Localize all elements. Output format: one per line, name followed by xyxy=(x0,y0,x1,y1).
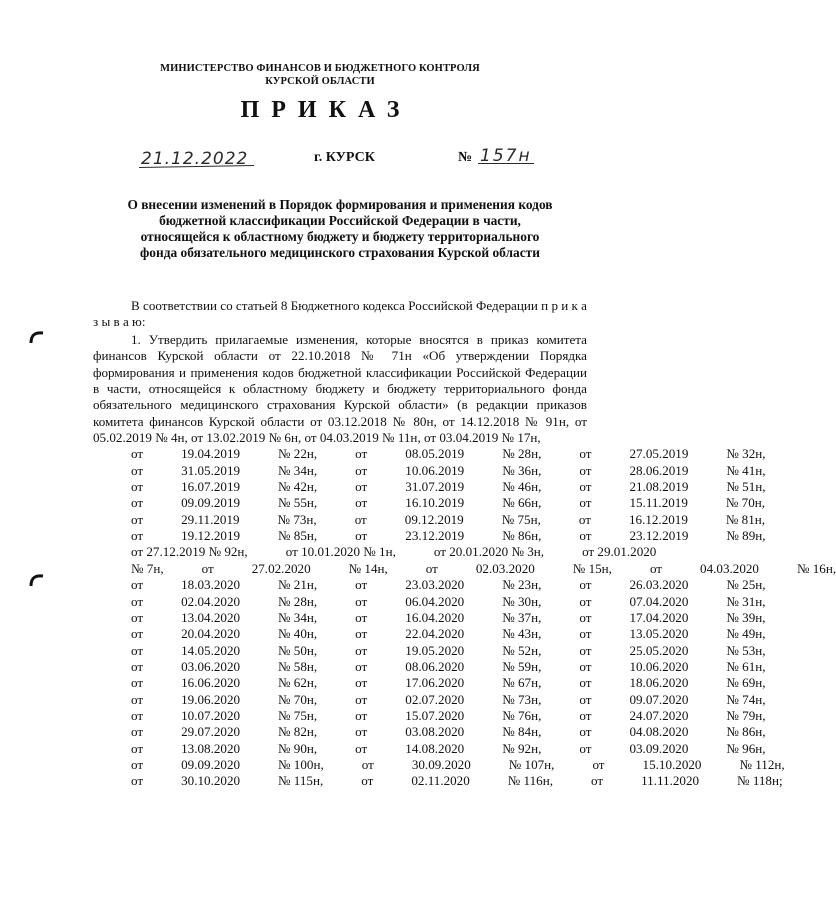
amendment-cell: от xyxy=(355,658,368,674)
amendment-cell: 23.03.2020 xyxy=(405,577,465,593)
amendment-cell: от xyxy=(579,675,592,691)
amendment-cell: 27.05.2019 xyxy=(629,446,689,462)
amendment-cell: № 96н, xyxy=(726,740,766,756)
amendment-cell: 10.06.2020 xyxy=(629,658,689,674)
amendment-cell: от xyxy=(355,593,368,609)
amendment-cell: от xyxy=(355,446,368,462)
amendment-cell: 31.07.2019 xyxy=(405,479,465,495)
amendment-cell: от xyxy=(355,642,368,658)
amendment-cell: от xyxy=(579,707,592,723)
amendment-cell: 09.12.2019 xyxy=(404,511,464,527)
amendment-cell: № 59н, xyxy=(502,658,542,674)
amendment-cell: от xyxy=(590,773,604,789)
amendment-cell: от xyxy=(355,675,368,691)
document-type-heading: ПРИКАЗ xyxy=(240,97,412,123)
amendment-cell: от xyxy=(131,593,144,609)
amendment-cell: от xyxy=(355,479,368,495)
amendment-row xyxy=(93,577,766,593)
amendment-cell: 13.05.2020 xyxy=(629,626,689,642)
amendment-cell: от xyxy=(131,609,144,625)
amendment-row xyxy=(93,691,766,708)
amendment-cell: № 16н, xyxy=(796,560,836,576)
amendment-cell: 02.11.2020 xyxy=(411,773,470,789)
amendment-cell: 11.11.2020 xyxy=(641,773,700,789)
amendment-cell: от xyxy=(579,446,592,462)
amendment-cell: от xyxy=(592,756,605,772)
amendment-cell: № 75н, xyxy=(278,707,318,723)
amendment-cell: от xyxy=(579,495,592,511)
amendment-cell: от xyxy=(355,528,368,544)
amendment-cell: 09.07.2020 xyxy=(629,691,689,707)
amendment-cell: от xyxy=(355,691,368,707)
amendment-cell: 23.12.2019 xyxy=(405,528,465,544)
amendment-cell: от xyxy=(579,528,592,544)
amendment-cell: № 118н; xyxy=(737,773,783,789)
amendment-cell: от xyxy=(361,773,374,789)
amendment-cell: 15.10.2020 xyxy=(642,756,702,772)
amendment-cell: 03.09.2020 xyxy=(629,740,689,756)
amendment-cell: от xyxy=(579,626,592,642)
amendment-cell: 15.11.2019 xyxy=(629,495,688,511)
amendment-cell: 30.09.2020 xyxy=(411,756,471,772)
amendment-cell: от xyxy=(425,560,438,576)
amendment-cell: № 36н, xyxy=(502,462,542,478)
amendment-cell: № 34н, xyxy=(278,609,318,625)
amendment-row xyxy=(93,479,766,495)
amendment-cell: № 43н, xyxy=(502,626,542,642)
amendment-cell: № 69н, xyxy=(726,675,766,691)
amendment-cell: 22.04.2020 xyxy=(405,626,465,642)
amendment-row xyxy=(93,724,766,740)
amendment-cell: 02.03.2020 xyxy=(475,560,535,576)
amendment-cell: от 20.01.2020 № 3н, xyxy=(433,544,545,560)
amendment-cell: 06.04.2020 xyxy=(405,593,465,609)
amendment-cell: 19.06.2020 xyxy=(181,691,241,707)
amendment-cell: 19.05.2020 xyxy=(405,642,465,658)
amendment-cell: № 50н, xyxy=(278,642,318,658)
amendment-cell: 13.04.2020 xyxy=(181,609,241,625)
amendment-cell: от xyxy=(355,626,368,642)
amendment-cell: № 92н, xyxy=(502,740,542,756)
ministry-name-line1: МИНИСТЕРСТВО ФИНАНСОВ И БЮДЖЕТНОГО КОНТРОЛЯ xyxy=(160,63,480,74)
amendment-cell: 07.04.2020 xyxy=(629,593,689,609)
amendment-cell: от xyxy=(131,691,144,707)
amendment-cell: 16.06.2020 xyxy=(181,675,241,691)
amendment-cell: № 112н, xyxy=(739,756,785,772)
amendment-cell: 31.05.2019 xyxy=(181,462,241,478)
amendment-cell: № 89н, xyxy=(726,528,766,544)
amendment-cell: от xyxy=(355,462,368,478)
amendment-cell: 08.05.2019 xyxy=(405,446,465,462)
amendment-cell: № 34н, xyxy=(278,462,318,478)
amendment-cell: от xyxy=(131,626,144,642)
amendment-cell: от xyxy=(131,724,144,740)
amendment-cell: № 22н, xyxy=(278,446,318,462)
ministry-name-line2: КУРСКОЙ ОБЛАСТИ xyxy=(265,76,375,87)
amendment-cell: от xyxy=(131,577,144,593)
amendment-list xyxy=(93,446,836,789)
amendment-cell: № 86н, xyxy=(726,724,766,740)
amendment-cell: № 31н, xyxy=(726,593,766,609)
item1-paragraph: 1. Утвердить прилагаемые изменения, которые вносятся в приказ комитета финансов Курской области от 22.10.2018 № 71н «Об утверждении Порядка формирования и применения кодов бюджетной классификации Российской Федерации в части, относящейся к областному бюджету и бюджету территориального фонда обязательного медицинского страхования Курской области» (в редакции приказов комитета финансов Курской области от 03.12.2018 № 80н, от 14.12.2018 № 91н, от 05.02.2019 № 4н, от 13.02.2019 № 6н, от 04.03.2019 № 11н, от 03.04.2019 № 17н, xyxy=(93,332,587,446)
amendment-cell: 29.07.2020 xyxy=(181,724,241,740)
amendment-cell: от 29.01.2020 xyxy=(582,544,657,560)
amendment-cell: 19.12.2019 xyxy=(181,528,241,544)
amendment-row xyxy=(93,675,766,691)
amendment-cell: № 15н, xyxy=(572,560,612,576)
amendment-cell: 27.02.2020 xyxy=(251,560,311,576)
amendment-row xyxy=(93,446,766,462)
amendment-cell: 24.07.2020 xyxy=(629,707,689,723)
amendment-cell: № 7н, xyxy=(131,560,164,576)
amendment-cell: от xyxy=(579,593,592,609)
amendment-cell: 09.09.2020 xyxy=(181,756,241,772)
handwritten-date: 21.12.2022 xyxy=(141,149,249,169)
amendment-cell: 18.06.2020 xyxy=(629,675,689,691)
amendment-cell: № 46н, xyxy=(502,479,542,495)
amendment-cell: 25.05.2020 xyxy=(629,642,689,658)
amendment-cell: от 27.12.2019 № 92н, xyxy=(131,544,248,560)
amendment-cell: 18.03.2020 xyxy=(181,577,241,593)
amendment-row xyxy=(93,707,766,724)
amendment-cell: № 73н, xyxy=(502,691,542,707)
amendment-cell: № 25н, xyxy=(726,577,766,593)
amendment-cell: от xyxy=(579,658,592,674)
amendment-cell: 23.12.2019 xyxy=(629,528,689,544)
amendment-cell: 03.08.2020 xyxy=(405,724,465,740)
amendment-row xyxy=(93,511,766,528)
amendment-cell: № 75н, xyxy=(501,511,541,527)
binding-hole-mark-icon xyxy=(30,330,44,344)
amendment-cell: № 62н, xyxy=(278,675,318,691)
amendment-cell: № 61н, xyxy=(726,658,766,674)
amendment-cell: от xyxy=(579,462,592,478)
handwritten-order-number: 157н xyxy=(480,146,532,166)
amendment-cell: № 70н, xyxy=(725,495,766,511)
amendment-cell: от xyxy=(131,756,144,772)
order-title-line: О внесении изменений в Порядок формирования и применения кодов xyxy=(127,197,553,212)
amendment-cell: 03.06.2020 xyxy=(181,658,241,674)
amendment-cell: № 49н, xyxy=(726,626,766,642)
amendment-row xyxy=(93,773,783,789)
amendment-row xyxy=(93,462,766,479)
amendment-cell: 29.11.2019 xyxy=(181,511,240,527)
amendment-row xyxy=(93,626,766,642)
amendment-cell: № 81н, xyxy=(725,511,766,527)
city-label: г. КУРСК xyxy=(314,150,375,165)
amendment-cell: от xyxy=(354,511,367,527)
amendment-cell: 30.10.2020 xyxy=(181,773,241,789)
amendment-cell: от xyxy=(131,511,144,527)
amendment-row xyxy=(93,560,836,577)
amendment-cell: от xyxy=(131,479,144,495)
amendment-cell: от xyxy=(131,642,144,658)
amendment-cell: 14.08.2020 xyxy=(405,740,465,756)
amendment-cell: № 86н, xyxy=(502,528,542,544)
amendment-cell: 16.10.2019 xyxy=(405,495,465,511)
amendment-cell: от xyxy=(579,479,592,495)
amendment-row xyxy=(93,593,766,610)
amendment-cell: № 53н, xyxy=(726,642,766,658)
amendment-cell: № 21н, xyxy=(278,577,318,593)
binding-hole-mark-icon xyxy=(30,573,44,587)
amendment-cell: 16.07.2019 xyxy=(181,479,241,495)
order-title-line: фонда обязательного медицинского страхования Курской области xyxy=(140,245,540,260)
amendment-cell: 17.04.2020 xyxy=(629,609,689,625)
amendment-row xyxy=(93,609,766,626)
amendment-cell: № 66н, xyxy=(502,495,542,511)
amendment-cell: 19.04.2019 xyxy=(181,446,241,462)
amendment-cell: от xyxy=(649,560,663,576)
amendment-cell: 17.06.2020 xyxy=(405,675,465,691)
amendment-cell: 20.04.2020 xyxy=(181,626,241,642)
amendment-cell: № 23н, xyxy=(502,577,542,593)
amendment-cell: от xyxy=(355,707,368,723)
intro-paragraph: В соответствии со статьей 8 Бюджетного кодекса Российской Федерации п р и к а з ы в а ю: xyxy=(93,298,587,330)
amendment-cell: № 85н, xyxy=(278,528,318,544)
number-label: № xyxy=(458,150,473,165)
amendment-cell: от xyxy=(131,707,144,723)
amendment-cell: от xyxy=(579,740,592,756)
amendment-cell: № 42н, xyxy=(278,479,318,495)
amendment-cell: № 67н, xyxy=(502,675,542,691)
amendment-cell: от xyxy=(131,740,144,756)
amendment-cell: № 115н, xyxy=(278,773,324,789)
amendment-cell: № 74н, xyxy=(726,691,766,707)
amendment-cell: № 55н, xyxy=(278,495,318,511)
amendment-row xyxy=(93,544,657,560)
amendment-cell: № 37н, xyxy=(502,609,542,625)
amendment-cell: 15.07.2020 xyxy=(405,707,465,723)
amendment-cell: № 30н, xyxy=(502,593,542,609)
amendment-cell: № 58н, xyxy=(278,658,318,674)
amendment-cell: от xyxy=(355,577,368,593)
amendment-cell: 16.12.2019 xyxy=(628,511,688,527)
amendment-cell: № 52н, xyxy=(502,642,542,658)
amendment-cell: от xyxy=(361,756,374,772)
amendment-cell: 02.07.2020 xyxy=(405,691,465,707)
amendment-cell: от xyxy=(579,724,592,740)
amendment-cell: 04.08.2020 xyxy=(629,724,689,740)
amendment-cell: от xyxy=(131,495,144,511)
amendment-cell: № 79н, xyxy=(726,707,766,723)
amendment-cell: 21.08.2019 xyxy=(629,479,689,495)
amendment-row xyxy=(93,528,766,544)
amendment-cell: от xyxy=(578,511,591,527)
amendment-row xyxy=(93,756,785,773)
amendment-row xyxy=(93,642,766,659)
amendment-cell: от xyxy=(201,560,214,576)
amendment-cell: № 28н, xyxy=(278,593,318,609)
amendment-cell: от xyxy=(355,609,368,625)
amendment-cell: № 116н, xyxy=(507,773,553,789)
amendment-cell: от xyxy=(579,691,592,707)
amendment-row xyxy=(93,740,766,757)
amendment-cell: № 73н, xyxy=(277,511,317,527)
amendment-cell: 10.07.2020 xyxy=(181,707,241,723)
order-title xyxy=(95,197,585,261)
amendment-cell: от xyxy=(131,773,144,789)
amendment-cell: 16.04.2020 xyxy=(405,609,465,625)
amendment-row xyxy=(93,658,766,675)
amendment-cell: от 10.01.2020 № 1н, xyxy=(285,544,396,560)
amendment-cell: № 70н, xyxy=(278,691,318,707)
amendment-cell: от xyxy=(579,642,592,658)
amendment-row xyxy=(93,495,766,511)
amendment-cell: № 90н, xyxy=(278,740,318,756)
amendment-cell: от xyxy=(131,528,144,544)
amendment-cell: № 107н, xyxy=(508,756,555,772)
amendment-cell: 04.03.2020 xyxy=(700,560,759,576)
amendment-cell: от xyxy=(131,462,144,478)
amendment-cell: от xyxy=(579,577,592,593)
amendment-cell: от xyxy=(131,675,144,691)
amendment-cell: № 40н, xyxy=(278,626,318,642)
amendment-cell: № 76н, xyxy=(502,707,542,723)
amendment-cell: 28.06.2019 xyxy=(629,462,689,478)
amendment-cell: от xyxy=(355,495,368,511)
amendment-cell: № 41н, xyxy=(726,462,766,478)
amendment-cell: от xyxy=(355,740,368,756)
amendment-cell: № 28н, xyxy=(502,446,542,462)
amendment-cell: № 32н, xyxy=(726,446,766,462)
amendment-cell: от xyxy=(579,609,592,625)
amendment-cell: № 82н, xyxy=(278,724,318,740)
amendment-cell: от xyxy=(131,446,144,462)
order-title-line: бюджетной классификации Российской Федерации в части, xyxy=(159,213,521,228)
amendment-cell: 13.08.2020 xyxy=(181,740,241,756)
amendment-cell: № 14н, xyxy=(348,560,388,576)
item1-block xyxy=(93,332,836,790)
amendment-cell: 09.09.2019 xyxy=(181,495,241,511)
amendment-cell: № 84н, xyxy=(502,724,542,740)
amendment-cell: 10.06.2019 xyxy=(405,462,465,478)
amendment-cell: № 39н, xyxy=(726,609,766,625)
amendment-cell: 26.03.2020 xyxy=(629,577,689,593)
amendment-cell: № 100н, xyxy=(278,756,324,772)
amendment-cell: 02.04.2020 xyxy=(181,593,241,609)
order-title-line: относящейся к областному бюджету и бюджету территориального xyxy=(140,229,540,244)
amendment-cell: от xyxy=(131,658,144,674)
amendment-cell: 08.06.2020 xyxy=(405,658,465,674)
amendment-cell: № 51н, xyxy=(726,479,766,495)
amendment-cell: от xyxy=(355,724,368,740)
amendment-cell: 14.05.2020 xyxy=(181,642,241,658)
